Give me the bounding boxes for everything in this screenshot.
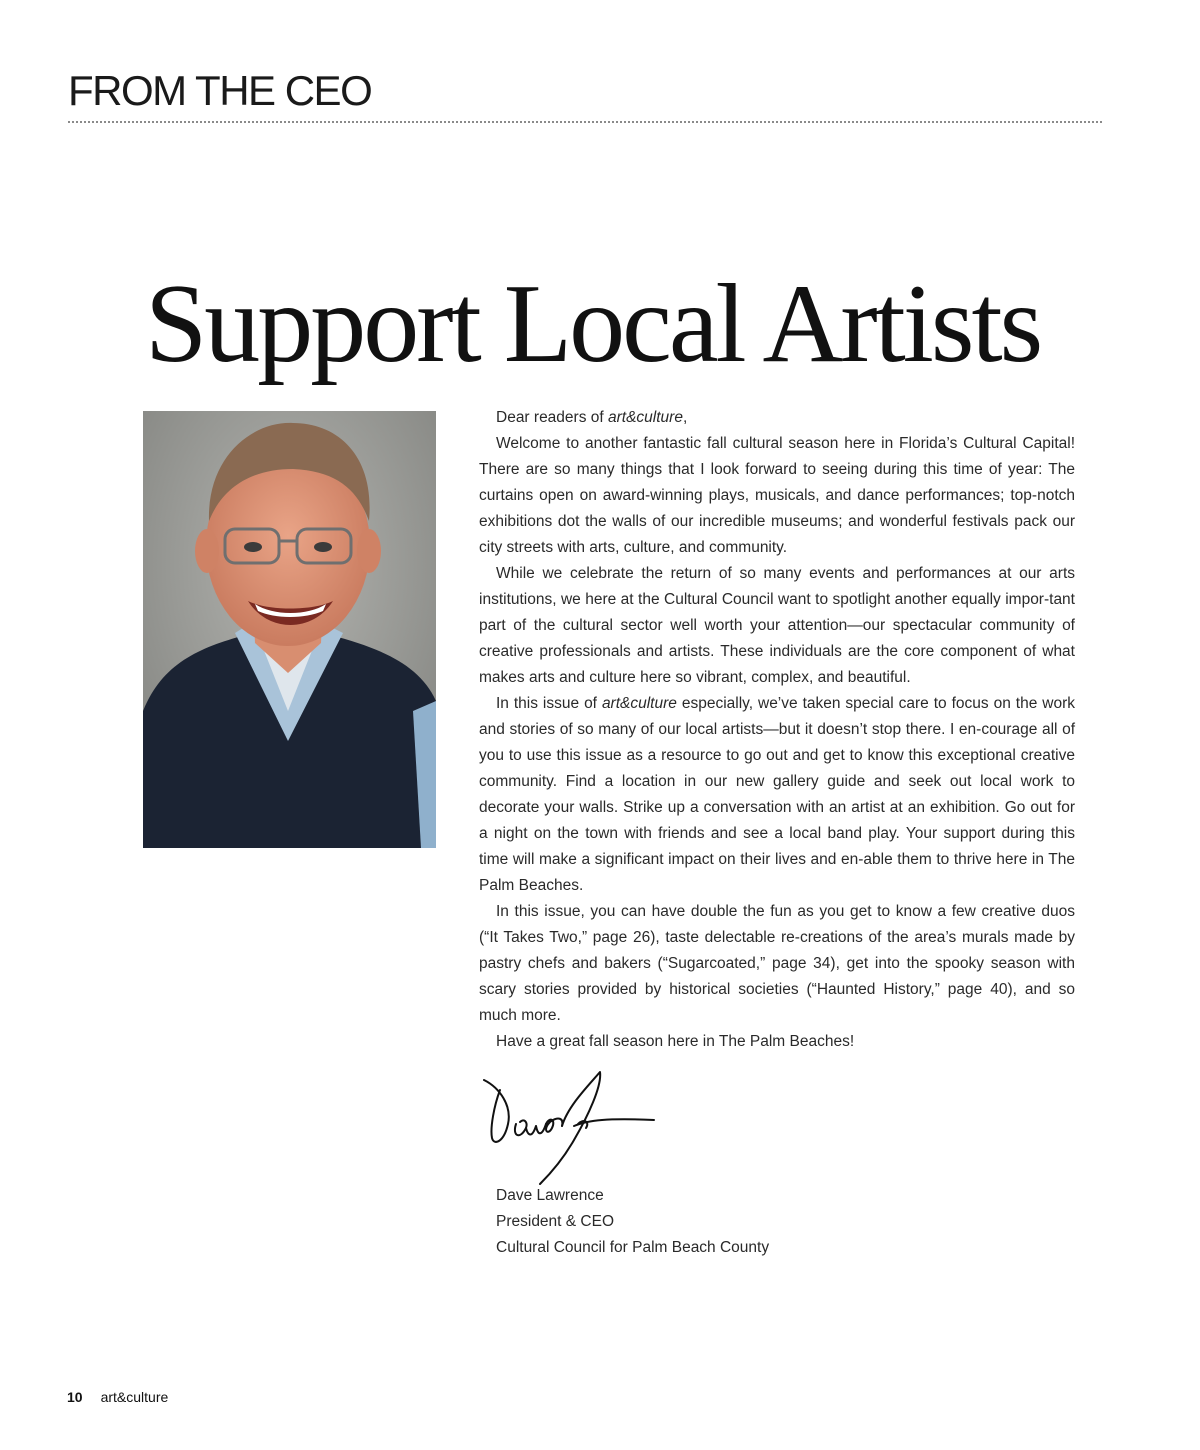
dotted-divider bbox=[68, 121, 1102, 123]
letter-paragraph-1: Welcome to another fantastic fall cultural season here in Florida’s Cultural Capital! There are so many things that I look forward to seeing during this time of year: The curtains open on award-winning plays, musicals, and dance performances; top-notch exhibitions dot the walls of our incredible museums; and wonderful festivals pack our city streets with arts, culture, and community. bbox=[479, 435, 1075, 556]
handwritten-signature bbox=[478, 1066, 668, 1188]
portrait-photo-icon bbox=[143, 411, 436, 848]
magazine-name: art&culture bbox=[100, 1389, 169, 1405]
ceo-letter-body bbox=[479, 405, 1075, 1055]
letter-paragraph-3: In this issue of art&culture especially, we’ve taken special care to focus on the work and stories of so many of our local artists—but it doesn’t stop there. I en-courage all of you to use this issue as a resource to go out and get to know this exceptional creative community. Find a location in our new gallery guide and seek out local work to decorate your walls. Strike up a conversation with an artist at an exhibition. Go out for a night on the town with friends and see a local band play. Your support during this time will make a significant impact on their lives and en-able them to thrive here in The Palm Beaches. bbox=[479, 695, 1075, 894]
letter-greeting: Dear readers of art&culture, bbox=[496, 409, 688, 426]
signoff-block bbox=[496, 1183, 896, 1261]
letter-paragraph-5: Have a great fall season here in The Palm Beaches! bbox=[496, 1033, 855, 1050]
signature-icon bbox=[478, 1066, 668, 1188]
section-title: FROM THE CEO bbox=[68, 67, 372, 114]
page-folio bbox=[67, 1389, 168, 1405]
letter-paragraph-4: In this issue, you can have double the fun as you get to know a few creative duos (“It Takes Two,” page 26), taste delectable re-creations of the area’s murals made by pastry chefs and bakers (“Sugarcoated,” page 34), get into the spooky season with scary stories provided by historical societies (“Haunted History,” page 40), and so much more. bbox=[479, 903, 1075, 1024]
page-headline: Support Local Artists bbox=[145, 262, 1041, 386]
signoff-title: President & CEO bbox=[496, 1213, 615, 1230]
signoff-name: Dave Lawrence bbox=[496, 1187, 604, 1204]
letter-paragraph-2: While we celebrate the return of so many events and performances at our arts institutions, we here at the Cultural Council want to spotlight another equally impor-tant part of the cultural sector well worth your attention—our spectacular community of creative professionals and artists. These individuals are the core component of what makes arts and culture here so vibrant, complex, and beautiful. bbox=[479, 565, 1075, 686]
ceo-portrait-photo bbox=[143, 411, 436, 848]
page-number: 10 bbox=[67, 1389, 83, 1405]
signoff-organization: Cultural Council for Palm Beach County bbox=[496, 1239, 770, 1256]
